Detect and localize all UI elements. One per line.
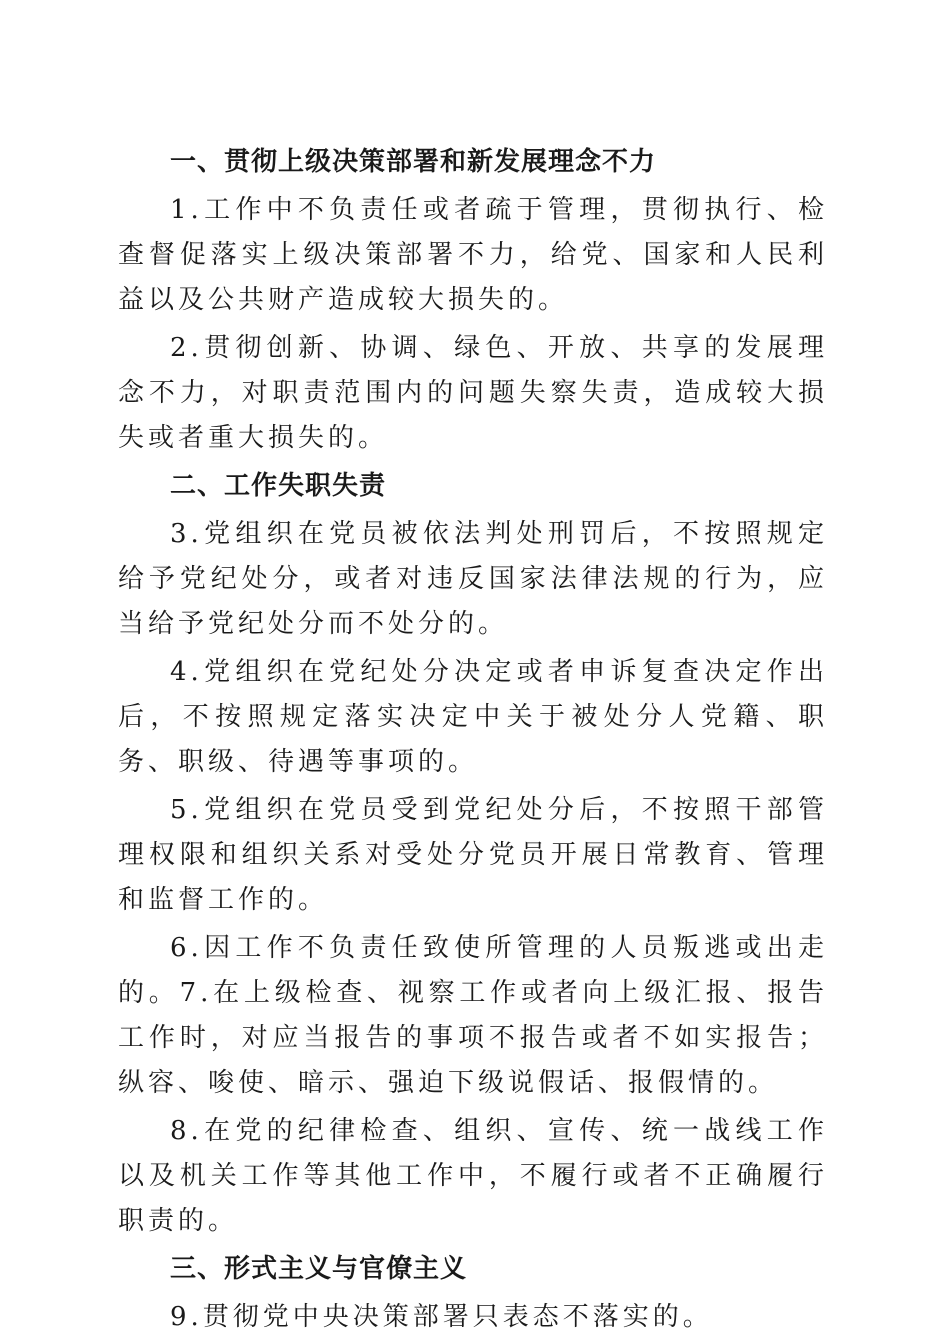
section-heading: 三、形式主义与官僚主义 <box>170 1254 468 1284</box>
paragraph: 5.党组织在党员受到党纪处分后，不按照干部管理权限和组织关系对受处分党员开展日常教育、管理和监督工作的。 <box>118 795 828 915</box>
section-heading: 一、贯彻上级决策部署和新发展理念不力 <box>170 147 657 177</box>
paragraph: 4.党组织在党纪处分决定或者申诉复查决定作出后，不按照规定落实决定中关于被处分人党籍、职务、职级、待遇等事项的。 <box>118 657 828 777</box>
paragraph: 3.党组织在党员被依法判处刑罚后，不按照规定给予党纪处分，或者对违反国家法律法规的行为，应当给予党纪处分而不处分的。 <box>118 519 828 639</box>
document-page <box>118 140 828 1343</box>
paragraph: 8.在党的纪律检查、组织、宣传、统一战线工作以及机关工作等其他工作中，不履行或者不正确履行职责的。 <box>118 1116 828 1236</box>
paragraph: 6.因工作不负责任致使所管理的人员叛逃或出走的。7.在上级检查、视察工作或者向上级汇报、报告工作时，对应当报告的事项不报告或者不如实报告；纵容、唆使、暗示、强迫下级说假话、报假情的。 <box>118 933 828 1098</box>
paragraph: 9.贯彻党中央决策部署只表态不落实的。 <box>170 1302 713 1332</box>
section-heading: 二、工作失职失责 <box>170 471 387 501</box>
paragraph: 1.工作中不负责任或者疏于管理，贯彻执行、检查督促落实上级决策部署不力，给党、国家和人民利益以及公共财产造成较大损失的。 <box>118 195 828 315</box>
paragraph: 2.贯彻创新、协调、绿色、开放、共享的发展理念不力，对职责范围内的问题失察失责，造成较大损失或者重大损失的。 <box>118 333 828 453</box>
